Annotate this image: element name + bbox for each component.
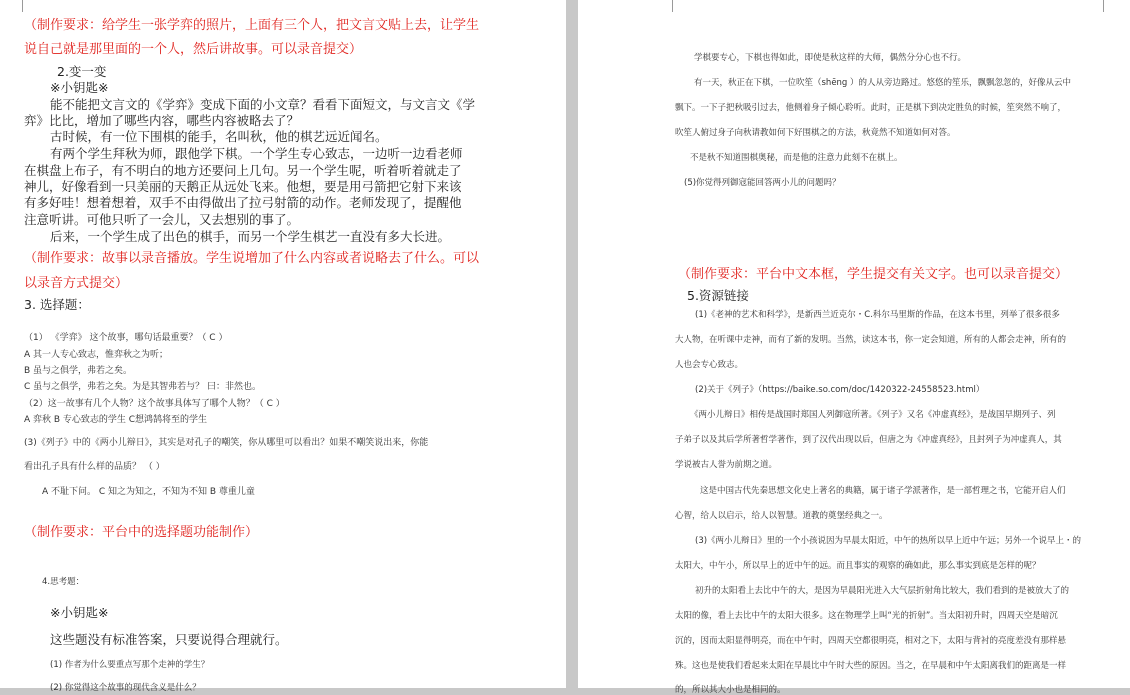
tip-label: ※小钥匙※: [50, 605, 109, 620]
answer-options: A 弈秋 B 专心致志的学生 C想鸿鹄将至的学生: [24, 415, 208, 425]
section-heading: 3. 选择题：: [24, 297, 90, 312]
question: （1） 《学弈》 这个故事，哪句话最重要？（ C ）: [24, 333, 228, 343]
answer-option: B 虽与之俱学，弗若之矣。: [24, 366, 133, 376]
question: (3)《列子》中的《两小儿辩日》，其实是对孔子的嘲笑，你从哪里可以看出？如果不嘲笑说出来，你能: [24, 438, 429, 448]
paragraph: 能不能把文言文的《学弈》变成下面的小文章？看看下面短文，与文言文《学: [50, 97, 476, 112]
paragraph: 太阳的像，看上去比中午的太阳大很多。这在物理学上叫“光的折射”。当太阳初升时，四周天空是暗沉: [675, 611, 1058, 621]
answer-option: C 虽与之俱学，弗若之矣。为是其智弗若与？ 曰：非然也。: [24, 382, 262, 392]
tip-label: ※小钥匙※: [50, 80, 109, 95]
paragraph: 神儿，好像看到一只美丽的天鹅正从远处飞来。他想，要是用弓箭把它射下来该: [24, 179, 462, 194]
answer-options: A 不耻下问。 C 知之为知之，不知为不知 B 尊重儿童: [42, 487, 255, 497]
resource-link[interactable]: (2)关于《列子》（https://baike.so.com/doc/1420322-24558523.html）: [695, 385, 985, 395]
paragraph: (3)《两小儿辩日》里的一个小孩说因为早晨太阳近，中午的热所以早上近中午远；另外一个说早上・的: [695, 536, 1082, 546]
requirement-note: （制作要求：平台中的选择题功能制作）: [24, 525, 259, 540]
paragraph: 学说被古人誉为前期之道。: [675, 460, 778, 470]
paragraph: 这是中国古代先秦思想文化史上著名的典籍，属于诸子学派著作，是一部哲理之书，它能开启人们: [700, 486, 1066, 496]
paragraph: 注意听讲。可他只听了一会儿，又去想别的事了。: [24, 212, 300, 227]
paragraph: 子弟子以及其后学所著哲学著作，到了汉代出现以后，但唐之为《冲虚真经》，且封列子为冲虚真人，其: [675, 435, 1062, 445]
paragraph: 的，所以其大小也是相同的。: [675, 685, 786, 695]
paragraph: 学棋要专心，下棋也得如此，即使是秋这样的大师，偶然分分心也不行。: [694, 53, 967, 63]
paragraph: 有一天，秋正在下棋，一位吹笙（shēng ）的人从旁边路过。悠悠的笙乐，飘飘忽忽的，好像从云中: [694, 78, 1072, 88]
document-page-right: [578, 0, 1130, 695]
paragraph: 不是秋不知道围棋奥秘，而是他的注意力此刻不在棋上。: [690, 153, 903, 163]
paragraph: 有多好哇！想着想着，双手不由得做出了拉弓射箭的动作。老师发现了，提醒他: [24, 195, 462, 210]
paragraph: 太阳大，中午小，所以早上的近中午的远。而且事实的观察的确如此，那么事实到底是怎样的呢？: [675, 561, 1041, 571]
question: (5)你觉得列御寇能回答两小儿的问题吗？: [684, 178, 841, 188]
question: （2）这一故事有几个人物？这个故事具体写了哪个人物？（ C ）: [24, 399, 285, 409]
thinking-question: (1) 作者为什么要重点写那个走神的学生？: [50, 660, 210, 670]
paragraph: 这些题没有标准答案，只要说得合理就行。: [50, 632, 288, 647]
section-heading: 5.资源链接: [687, 288, 749, 303]
paragraph: 弈》比比，增加了哪些内容，哪些内容被略去了？: [24, 113, 300, 128]
paragraph: (1)《老神的艺术和科学》，是新西兰近克尔・C.科尔马里斯的作品，在这本书里，列举了很多很多: [695, 310, 1060, 320]
paragraph: 殊。这也是使我们看起来太阳在早晨比中午时大些的原因。当之，在早晨和中午太阳离我们的距离是一样: [675, 661, 1067, 671]
requirement-note: （制作要求：故事以录音播放。学生说增加了什么内容或者说略去了什么。可以: [24, 251, 480, 266]
requirement-note: 说自己就是那里面的一个人，然后讲故事。可以录音提交）: [24, 42, 363, 57]
paragraph: 在棋盘上布子，有不明白的地方还要问上几句。另一个学生呢，听着听着就走了: [24, 163, 462, 178]
paragraph: 飘下。一下子把秋吸引过去，他侧着身子倾心聆听。此时，正是棋下到决定胜负的时候，笙突然不响了，: [675, 103, 1067, 113]
section-heading: 4.思考题：: [42, 577, 85, 587]
paragraph: 后来，一个学生成了出色的棋手，而另一个学生棋艺一直没有多大长进。: [50, 229, 451, 244]
requirement-note: 以录音方式提交）: [24, 276, 129, 291]
paragraph: 心智，给人以启示，给人以智慧。道教的奠堡经典之一。: [675, 511, 888, 521]
section-heading: 2.变一变: [57, 64, 107, 79]
requirement-note: （制作要求：平台中文本框，学生提交有关文字。也可以录音提交）: [678, 267, 1069, 282]
paragraph: 人也会专心致志。: [675, 360, 744, 370]
paragraph: 有两个学生拜秋为师，跟他学下棋。一个学生专心致志，一边听一边看老师: [50, 146, 463, 161]
paragraph: 吹笙人俯过身子向秋请教如何下好围棋之的方法，秋竟然不知道如何对答。: [675, 128, 956, 138]
paragraph: 初升的太阳看上去比中午的大，是因为早晨阳光进入大气层折射角比较大，我们看到的是被放大了的: [695, 586, 1070, 596]
answer-option: A 其一人专心致志，惟弈秋之为听；: [24, 350, 169, 360]
document-page-left: [0, 0, 566, 693]
requirement-note: （制作要求：给学生一张学弈的照片，上面有三个人，把文言文贴上去，让学生: [24, 18, 480, 33]
paragraph: 大人物，在听课中走神，而有了新的发明。当然，读这本书，你一定会知道，所有的人都会走神，所有的: [675, 335, 1067, 345]
paragraph: 古时候，有一位下围棋的能手，名叫秋，他的棋艺远近闻名。: [50, 129, 388, 144]
paragraph: 沉的，因而太阳显得明亮，而在中午时，四周天空都很明亮，相对之下，太阳与背衬的亮度差没有那样悬: [675, 636, 1067, 646]
paragraph: 《两小儿辩日》相传是战国时郑国人列御寇所著。《列子》又名《冲虚真经》，是战国早期列子、列: [690, 410, 1056, 420]
thinking-question: (2) 你觉得这个故事的现代含义是什么？: [50, 683, 201, 693]
question: 看出孔子具有什么样的品质？ （ ）: [24, 462, 165, 472]
